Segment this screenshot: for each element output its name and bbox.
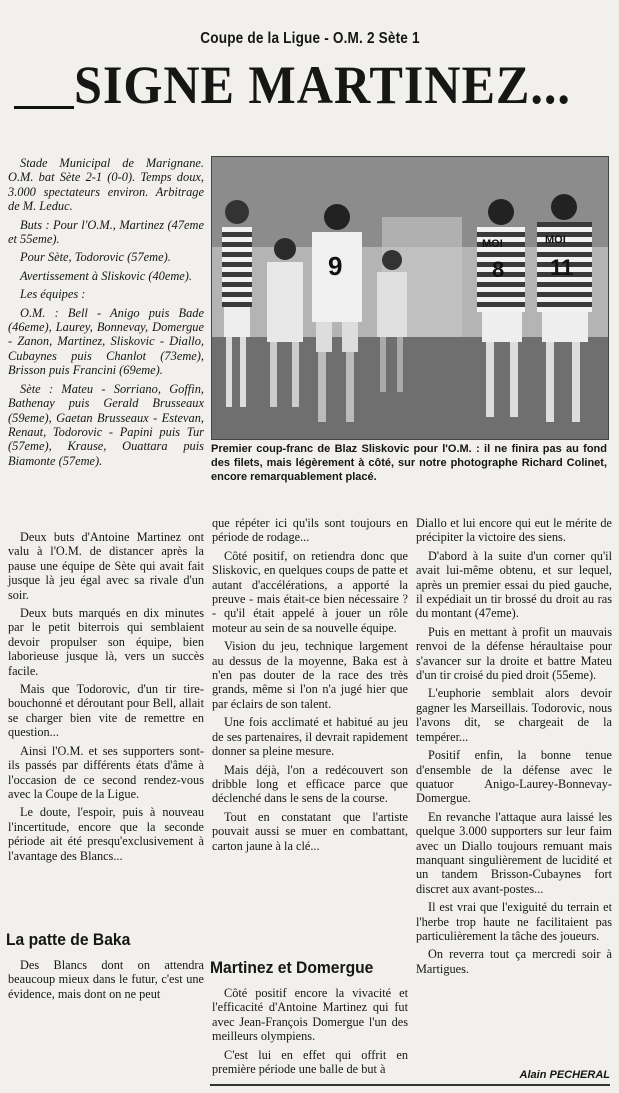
match-goals-om: Buts : Pour l'O.M., Martinez (47eme et 55eme). — [8, 217, 204, 247]
jersey-number-8: 8 — [492, 257, 505, 282]
paragraph: Tout en constatant que l'artiste pouvait aussi se muer en combattant, carton jaune à la clé... — [212, 809, 408, 853]
headline-rule — [14, 106, 74, 109]
match-teams-label: Les équipes : — [20, 287, 86, 302]
match-warning: Avertissement à Sliskovic (40eme). — [20, 268, 193, 283]
match-team-om: O.M. : Bell - Anigo puis Bade (46eme), Laurey, Bonnevay, Domergue - Zanon, Martinez, Sliskovic - Diallo, Cubaynes puis Chanlot (73eme), Brisson puis Francini (69eme). — [8, 305, 204, 378]
jersey-number-11: 11 — [550, 255, 574, 280]
paragraph: Puis en mettant à profit un mauvais renvoi de la défense héraultaise pour s'avancer sur la droite et battre Mateu d'un tir croisé du pied droit (55eme). — [416, 624, 612, 683]
article-column-2 — [212, 516, 408, 853]
photo-caption: Premier coup-franc de Blaz Sliskovic pour l'O.M. : il ne finira pas au fond des filets, mais légèrement à côté, sur notre photographe Richard Colinet, encore remarquablement placé. — [211, 443, 607, 483]
paragraph: Mais que Todorovic, d'un tir tire-bouchonné et déroutant pour Bell, allait se charger bien vite de remettre en question... — [8, 682, 204, 740]
paragraph: Vision du jeu, technique largement au dessus de la moyenne, Baka est à n'en pas douter de la race des très grands, même si l'on n'a jugé hier que par éclairs de son talent. — [212, 639, 408, 711]
article-column-1-continued — [8, 958, 204, 1001]
paragraph: Le doute, l'espoir, puis à nouveau l'incertitude, encore que la seconde période ait été presqu'exclusivement à l'avantage des Blancs... — [8, 805, 204, 863]
headline-block — [0, 52, 619, 132]
subheading-martinez-et-domergue: Martinez et Domergue — [210, 958, 374, 977]
paragraph: En revanche l'attaque aura laissé les quelque 3.000 supporters sur leur faim avec un Diallo toujours remuant mais manquant singulièrement de lucidité et un tandem Brisson-Cubaynes fort discret aux avant-postes... — [416, 809, 612, 896]
article-column-3 — [416, 516, 612, 976]
paragraph: Deux buts d'Antoine Martinez ont valu à l'O.M. de distancer après la pause une équipe de Sète qui avait fait jusque là jeu égal avec sa rivale d'un soir. — [8, 530, 204, 602]
paragraph: Ainsi l'O.M. et ses supporters sont-ils passés par différents états d'âme à l'occasion de ce second rendez-vous avec la Coupe de la Ligue. — [8, 743, 204, 801]
byline: Alain PECHERAL — [519, 1069, 610, 1081]
article-kicker: Coupe de la Ligue - O.M. 2 Sète 1 — [200, 30, 420, 47]
match-team-sete: Sète : Mateu - Sorriano, Goffin, Bathenay puis Gerald Brusseaux (59eme), Gaetan Brusseaux - Estevan, Renaut, Todorovic - Papini puis Tur (57eme), Krause, Ouattara puis Biamonte (57eme). — [8, 381, 204, 468]
paragraph: que répéter ici qu'ils sont toujours en période de rodage... — [212, 516, 408, 545]
match-photo — [211, 156, 609, 440]
paragraph: C'est lui en effet qui offrit en première période une balle de but à — [212, 1047, 408, 1077]
paragraph: Il est vrai que l'exiguité du terrain et l'herbe trop haute ne facilitaient pas particulièrement la tâche des joueurs. — [416, 900, 612, 943]
jersey-sponsor-1: MOI — [482, 238, 503, 250]
match-goals-sete: Pour Sète, Todorovic (57eme). — [20, 250, 171, 265]
bottom-rule — [210, 1084, 610, 1086]
paragraph: D'abord à la suite d'un corner qu'il avait lui-même obtenu, et sur lequel, après un premier essai du pied gauche, il expédiait un tir brossé du droit au ras du montant (47eme). — [416, 548, 612, 621]
subheading-la-patte-de-baka: La patte de Baka — [6, 930, 131, 949]
paragraph: Mais déjà, l'on a redécouvert son dribble long et efficace parce que déclenché dans le sens de la course. — [212, 762, 408, 806]
article-column-1 — [8, 530, 204, 863]
paragraph: Une fois acclimaté et habitué au jeu de ses partenaires, il devrait rapidement donner sa pleine mesure. — [212, 715, 408, 759]
article-column-2-continued — [212, 986, 408, 1076]
headline: SIGNE MARTINEZ... — [74, 55, 571, 115]
paragraph: Deux buts marqués en dix minutes par le petit biterrois qui semblaient devoir propulser son équipe, bien laborieuse jusque là, vers un succès facile. — [8, 606, 204, 678]
paragraph: Côté positif, on retiendra donc que Sliskovic, en quelques coups de patte et autant d'accélérations, a apporté la preuve - mais était-ce bien nécessaire ? - qu'il était appelé à jouer un rôle moteur au sein de sa nouvelle équipe. — [212, 548, 408, 635]
match-info — [8, 156, 204, 468]
paragraph: L'euphorie semblait alors devoir gagner les Marseillais. Todorovic, nous l'avons dit, se chargeait de la tempérer... — [416, 686, 612, 744]
paragraph: On reverra tout ça mercredi soir à Martigues. — [416, 947, 612, 976]
match-summary: Stade Municipal de Marignane. O.M. bat Sète 2-1 (0-0). Temps doux, 3.000 spectateurs environ. Arbitrage de M. Leduc. — [8, 156, 204, 214]
paragraph: Positif enfin, la bonne tenue d'ensemble de la défense avec le quatuor Anigo-Laurey-Bonnevay-Domergue. — [416, 748, 612, 806]
jersey-number-9: 9 — [328, 251, 343, 281]
paragraph: Diallo et lui encore qui eut le mérite de précipiter la victoire des siens. — [416, 516, 612, 545]
paragraph: Côté positif encore la vivacité et l'efficacité d'Antoine Martinez qui fut avec Jean-François Domergue l'un des meilleurs olympiens. — [212, 986, 408, 1044]
paragraph: Des Blancs dont on attendra beaucoup mieux dans le futur, c'est une évidence, mais dont on ne peut — [8, 958, 204, 1001]
match-photo-image — [212, 157, 608, 439]
jersey-sponsor-2: MOI — [545, 234, 566, 246]
